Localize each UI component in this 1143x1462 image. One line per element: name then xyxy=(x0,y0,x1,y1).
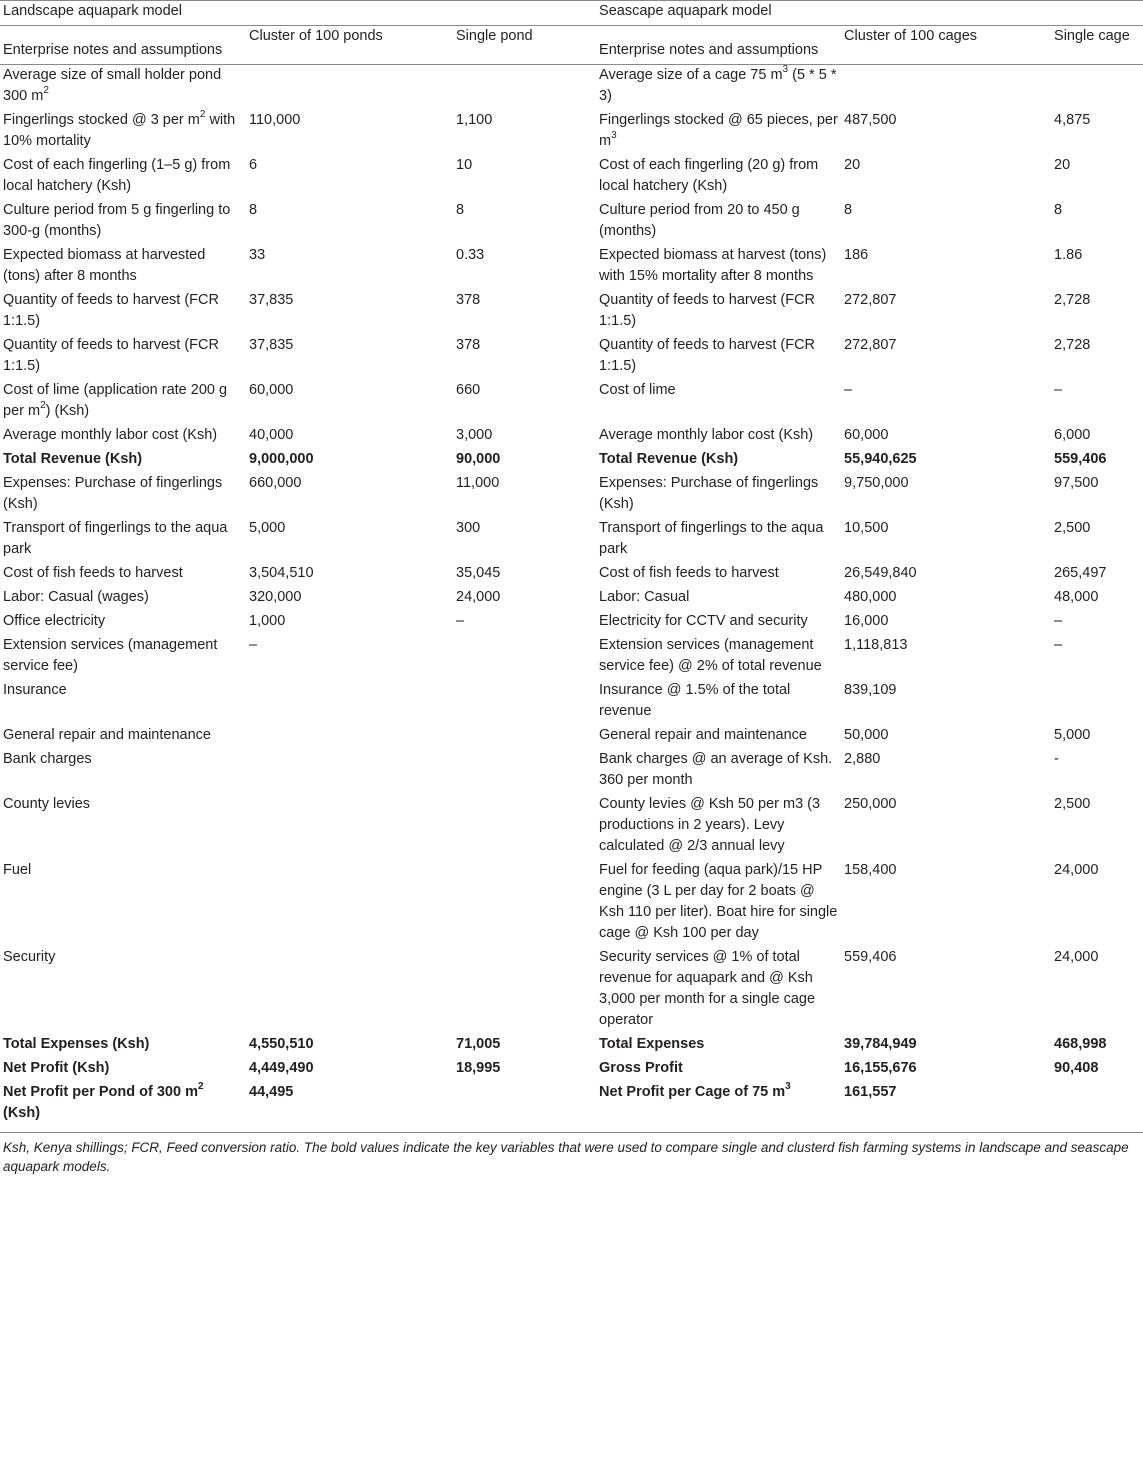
single-cage-value: - xyxy=(1054,751,1059,767)
single-cage-value: – xyxy=(1054,382,1063,398)
seascape-note: Security services @ 1% of total revenue for aquapark and @ Ksh 3,000 per month for a single cage operator xyxy=(599,949,816,1028)
single-pond-value: 24,000 xyxy=(456,589,501,605)
single-pond-value: 378 xyxy=(456,292,481,308)
landscape-note: Expenses: Purchase of fingerlings (Ksh) xyxy=(3,475,223,512)
single-pond-value: 10 xyxy=(456,157,473,173)
cluster-cages-value: 8 xyxy=(844,202,853,218)
seascape-note: Cost of each fingerling (20 g) from local hatchery (Ksh) xyxy=(599,157,819,194)
seascape-note: Quantity of feeds to harvest (FCR 1:1.5) xyxy=(599,337,816,374)
cluster-cages-value: 487,500 xyxy=(844,112,897,128)
seascape-note: Fuel for feeding (aqua park)/15 HP engine (3 L per day for 2 boats @ Ksh 110 per liter). Boat hire for single cage @ Ksh 100 per day xyxy=(599,862,838,941)
single-pond-value xyxy=(453,860,596,947)
cluster-cages-value: 55,940,625 xyxy=(844,451,917,467)
landscape-note: Transport of fingerlings to the aqua park xyxy=(3,520,228,557)
seascape-note: Quantity of feeds to harvest (FCR 1:1.5) xyxy=(599,292,816,329)
single-pond-value: 35,045 xyxy=(456,565,501,581)
landscape-note: Extension services (management service fee) xyxy=(3,637,218,674)
cluster-ponds-value: 4,550,510 xyxy=(249,1036,314,1052)
single-cage-value: 97,500 xyxy=(1054,475,1099,491)
cluster-ponds-value: 33 xyxy=(249,247,266,263)
single-pond-value: 0.33 xyxy=(456,247,485,263)
model-header-row xyxy=(0,1,1143,26)
cluster-ponds-header: Cluster of 100 ponds xyxy=(246,26,453,65)
single-pond-value xyxy=(453,65,596,111)
cluster-ponds-value: 660,000 xyxy=(249,475,302,491)
table-row xyxy=(0,860,1143,947)
landscape-note: Net Profit (Ksh) xyxy=(3,1060,110,1076)
cluster-cages-value: 272,807 xyxy=(844,337,897,353)
landscape-note: County levies xyxy=(3,796,91,812)
single-cage-value: 90,408 xyxy=(1054,1060,1099,1076)
cluster-cages-value: 60,000 xyxy=(844,427,889,443)
single-pond-header: Single pond xyxy=(453,26,596,65)
landscape-note: Average size of small holder pond 300 $m^2$ xyxy=(3,67,222,104)
table-row xyxy=(0,749,1143,794)
single-pond-value: 8 xyxy=(456,202,465,218)
seascape-note: Total Expenses xyxy=(599,1036,705,1052)
column-header-row xyxy=(0,26,1143,65)
landscape-model-header: Landscape aquapark model xyxy=(0,1,596,26)
landscape-note: Security xyxy=(3,949,56,965)
seascape-note: Electricity for CCTV and security xyxy=(599,613,808,629)
seascape-note: Expected biomass at harvest (tons) with 15% mortality after 8 months xyxy=(599,247,827,284)
cluster-ponds-value: 60,000 xyxy=(249,382,294,398)
table-row xyxy=(0,1082,1143,1133)
table-row xyxy=(0,449,1143,473)
landscape-note: Total Revenue (Ksh) xyxy=(3,451,143,467)
table-row xyxy=(0,635,1143,680)
seascape-note: Labor: Casual xyxy=(599,589,690,605)
single-pond-value xyxy=(453,749,596,794)
single-cage-value: 2,728 xyxy=(1054,337,1091,353)
single-cage-value: 2,500 xyxy=(1054,520,1091,536)
cluster-ponds-value xyxy=(246,794,453,860)
landscape-note: General repair and maintenance xyxy=(3,727,211,743)
single-cage-value: 48,000 xyxy=(1054,589,1099,605)
cluster-cages-header: Cluster of 100 cages xyxy=(841,26,1051,65)
table-row xyxy=(0,563,1143,587)
seascape-note: Average size of a cage 75 $m^3$ (5 * 5 * 3) xyxy=(599,64,837,104)
single-pond-value: 18,995 xyxy=(456,1060,501,1076)
cluster-cages-value: 16,000 xyxy=(844,613,889,629)
cluster-ponds-value xyxy=(246,860,453,947)
table-row xyxy=(0,725,1143,749)
landscape-note: Fuel xyxy=(3,862,32,878)
table-footnote: Ksh, Kenya shillings; FCR, Feed conversion ratio. The bold values indicate the key variables that were used to compare single and clusterd fish farming systems in landscape and seascape aquapark models. xyxy=(3,1140,1129,1174)
table-row xyxy=(0,587,1143,611)
landscape-note: Quantity of feeds to harvest (FCR 1:1.5) xyxy=(3,292,219,329)
table-row xyxy=(0,335,1143,380)
seascape-note: Extension services (management service fee) @ 2% of total revenue xyxy=(599,637,822,674)
seascape-note: County levies @ Ksh 50 per m3 (3 productions in 2 years). Levy calculated @ 2/3 annual levy xyxy=(599,796,821,854)
cluster-ponds-value: 5,000 xyxy=(249,520,286,536)
cluster-cages-value: 1,118,813 xyxy=(844,637,908,653)
landscape-notes-header: Enterprise notes and assumptions xyxy=(0,26,246,65)
single-pond-value: 378 xyxy=(456,337,481,353)
seascape-note: Total Revenue (Ksh) xyxy=(599,451,739,467)
single-pond-value xyxy=(453,947,596,1034)
seascape-notes-header: Enterprise notes and assumptions xyxy=(596,26,841,65)
cluster-ponds-value: 3,504,510 xyxy=(249,565,314,581)
cluster-ponds-value: 9,000,000 xyxy=(249,451,314,467)
single-cage-value: 24,000 xyxy=(1054,862,1099,878)
seascape-note: Average monthly labor cost (Ksh) xyxy=(599,427,814,443)
single-cage-value: 2,728 xyxy=(1054,292,1091,308)
single-cage-value: – xyxy=(1054,637,1063,653)
single-pond-value: 660 xyxy=(456,382,481,398)
cluster-ponds-value: 8 xyxy=(249,202,258,218)
landscape-note: Culture period from 5 g fingerling to 300-g (months) xyxy=(3,202,231,239)
cluster-cages-value: 50,000 xyxy=(844,727,889,743)
landscape-note: Bank charges xyxy=(3,751,92,767)
single-cage-value: 6,000 xyxy=(1054,427,1091,443)
single-cage-value: 8 xyxy=(1054,202,1063,218)
table-row xyxy=(0,473,1143,518)
single-pond-value: 1,100 xyxy=(456,112,493,128)
single-pond-value: 90,000 xyxy=(456,451,501,467)
single-pond-value: 3,000 xyxy=(456,427,493,443)
cluster-cages-value: 26,549,840 xyxy=(844,565,917,581)
cluster-ponds-value: 37,835 xyxy=(249,292,294,308)
single-cage-value xyxy=(1051,65,1143,111)
seascape-note: Net Profit per Cage of 75 $m^3$ xyxy=(596,1082,841,1133)
seascape-note: Cost of fish feeds to harvest xyxy=(599,565,779,581)
cluster-ponds-value xyxy=(246,680,453,725)
table-row xyxy=(0,1058,1143,1082)
single-cage-value: 2,500 xyxy=(1054,796,1091,812)
cluster-cages-value: 16,155,676 xyxy=(844,1060,917,1076)
table-row xyxy=(0,290,1143,335)
landscape-note: Net Profit per Pond of 300 $m^2$ (Ksh) xyxy=(0,1082,246,1133)
single-cage-value: 1.86 xyxy=(1054,247,1083,263)
landscape-note: Total Expenses (Ksh) xyxy=(3,1036,150,1052)
single-cage-value: 5,000 xyxy=(1054,727,1091,743)
seascape-note: Cost of lime xyxy=(599,382,676,398)
landscape-note: Cost of each fingerling (1–5 g) from local hatchery (Ksh) xyxy=(3,157,231,194)
cluster-ponds-value: 4,449,490 xyxy=(249,1060,314,1076)
landscape-note: Fingerlings stocked @ 3 per $m^2$ with 10% mortality xyxy=(3,109,236,149)
single-cage-value: 468,998 xyxy=(1054,1036,1107,1052)
cluster-ponds-value xyxy=(246,947,453,1034)
cluster-ponds-value xyxy=(246,749,453,794)
landscape-note: Quantity of feeds to harvest (FCR 1:1.5) xyxy=(3,337,219,374)
single-cage-header: Single cage xyxy=(1051,26,1143,65)
table-row xyxy=(0,1034,1143,1058)
single-cage-value: 265,497 xyxy=(1054,565,1107,581)
single-pond-value xyxy=(453,635,596,680)
cluster-ponds-value xyxy=(246,725,453,749)
cluster-ponds-value: – xyxy=(249,637,258,653)
single-cage-value: 20 xyxy=(1054,157,1071,173)
table-row xyxy=(0,794,1143,860)
landscape-note: Cost of lime (application rate 200 g per $m^2$) (Ksh) xyxy=(3,382,228,419)
table-body xyxy=(0,65,1143,1133)
cluster-cages-value: 2,880 xyxy=(844,751,881,767)
single-cage-value xyxy=(1051,680,1143,725)
table-row xyxy=(0,155,1143,200)
single-pond-value: – xyxy=(456,613,465,629)
table-row xyxy=(0,611,1143,635)
cluster-ponds-value xyxy=(246,65,453,111)
single-pond-value: 71,005 xyxy=(456,1036,501,1052)
cluster-ponds-value: 44,495 xyxy=(246,1082,453,1133)
seascape-note: Bank charges @ an average of Ksh. 360 per month xyxy=(599,751,833,788)
cluster-ponds-value: 6 xyxy=(249,157,258,173)
table-row xyxy=(0,380,1143,425)
seascape-note: Culture period from 20 to 450 g (months) xyxy=(599,202,800,239)
cluster-cages-value: 161,557 xyxy=(841,1082,1051,1133)
landscape-note: Insurance xyxy=(3,682,67,698)
cluster-cages-value: 9,750,000 xyxy=(844,475,909,491)
cluster-ponds-value: 320,000 xyxy=(249,589,302,605)
cluster-cages-value: 250,000 xyxy=(844,796,897,812)
seascape-note: Fingerlings stocked @ 65 pieces, per $m^3$ xyxy=(599,112,838,149)
single-cage-value: 559,406 xyxy=(1054,451,1107,467)
table-row xyxy=(0,947,1143,1034)
cluster-cages-value: 39,784,949 xyxy=(844,1036,917,1052)
landscape-note: Office electricity xyxy=(3,613,106,629)
table-row xyxy=(0,200,1143,245)
seascape-note: Transport of fingerlings to the aqua park xyxy=(599,520,824,557)
landscape-note: Cost of fish feeds to harvest xyxy=(3,565,183,581)
landscape-note: Average monthly labor cost (Ksh) xyxy=(3,427,218,443)
landscape-note: Expected biomass at harvested (tons) after 8 months xyxy=(3,247,206,284)
cluster-cages-value: 559,406 xyxy=(844,949,897,965)
seascape-model-header: Seascape aquapark model xyxy=(596,1,1143,26)
cluster-cages-value: 10,500 xyxy=(844,520,889,536)
seascape-note: Insurance @ 1.5% of the total revenue xyxy=(599,682,791,719)
cluster-cages-value: 839,109 xyxy=(844,682,897,698)
cluster-ponds-value: 40,000 xyxy=(249,427,294,443)
single-pond-value xyxy=(453,680,596,725)
cluster-cages-value: – xyxy=(844,382,853,398)
table-row xyxy=(0,65,1143,111)
seascape-note: General repair and maintenance xyxy=(599,727,807,743)
cluster-cages-value: 272,807 xyxy=(844,292,897,308)
cluster-ponds-value: 37,835 xyxy=(249,337,294,353)
cluster-cages-value: 186 xyxy=(844,247,869,263)
seascape-note: Gross Profit xyxy=(599,1060,683,1076)
cluster-cages-value: 158,400 xyxy=(844,862,897,878)
table-row xyxy=(0,425,1143,449)
table-row xyxy=(0,110,1143,155)
single-pond-value xyxy=(453,1082,596,1133)
single-cage-value: 4,875 xyxy=(1054,112,1091,128)
single-pond-value: 11,000 xyxy=(456,475,500,491)
cluster-ponds-value: 1,000 xyxy=(249,613,286,629)
single-cage-value: – xyxy=(1054,613,1063,629)
cluster-cages-value: 20 xyxy=(844,157,861,173)
cluster-cages-value: 480,000 xyxy=(844,589,897,605)
table-row xyxy=(0,518,1143,563)
landscape-note: Labor: Casual (wages) xyxy=(3,589,149,605)
single-pond-value xyxy=(453,794,596,860)
single-cage-value xyxy=(1051,1082,1143,1133)
table-row xyxy=(0,245,1143,290)
single-cage-value: 24,000 xyxy=(1054,949,1099,965)
single-pond-value: 300 xyxy=(456,520,481,536)
single-pond-value xyxy=(453,725,596,749)
cluster-cages-value xyxy=(841,65,1051,111)
cluster-ponds-value: 110,000 xyxy=(249,112,301,128)
table-row xyxy=(0,680,1143,725)
seascape-note: Expenses: Purchase of fingerlings (Ksh) xyxy=(599,475,819,512)
